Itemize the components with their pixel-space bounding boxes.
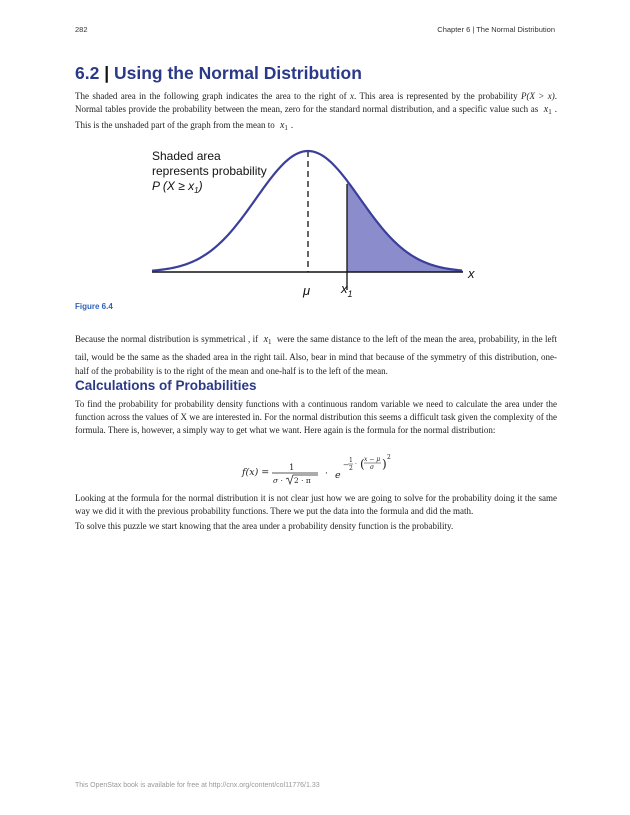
shaded-right-tail xyxy=(347,181,463,272)
symmetry-x1: $x_1$ xyxy=(263,334,272,346)
formula-denominator-prefix: σ · xyxy=(273,476,283,485)
x-axis-label: x xyxy=(468,266,475,281)
formula-exp-num: 1 xyxy=(349,457,353,464)
page-footer: This OpenStax book is available for free at http://cnx.org/content/col11776/1.33 xyxy=(75,782,320,789)
subsection-heading: Calculations of Probabilities xyxy=(75,378,257,393)
formula-exp-open-paren: ( xyxy=(360,457,365,471)
mu-label: μ xyxy=(303,283,311,298)
symmetry-paragraph xyxy=(75,332,557,379)
formula-discussion-paragraph: Looking at the formula for the normal distribution it is not clear just how we are going to solve for the probability doing it the same way we did it with the previous probability functions. There we put the data into the formula and did the math. xyxy=(75,493,557,516)
formula-exp-inner-num: x − μ xyxy=(364,456,381,463)
page-number: 282 xyxy=(75,25,88,34)
calculation-paragraph: To find the probability for probability density functions with a continuous random variable we need to calculate the area under the function across the values of X we are interested in. For the normal distribution this seems a difficult task given the complexity of the formula. There is, however, a simply way to get what we want. Here again is the formula for the normal distribution: xyxy=(75,399,557,435)
intro-text-3: . Normal tables provide the probability between the mean, zero for the standard normal distribution, and a specific value such as xyxy=(75,91,557,114)
intro-x1-a: $x_1$ xyxy=(543,103,552,116)
formula-exp-sign: − xyxy=(343,461,349,469)
formula-exp-close-paren: ) xyxy=(382,457,387,471)
intro-text-5: . xyxy=(290,119,294,130)
symmetry-text-1: Because the normal distribution is symmetrical , if xyxy=(75,334,261,344)
intro-paragraph xyxy=(75,90,557,134)
normal-curve-figure xyxy=(140,140,500,305)
running-header-chapter: Chapter 6 | The Normal Distribution xyxy=(437,25,555,34)
section-title-text: Using the Normal Distribution xyxy=(113,63,362,83)
annotation-line-1: Shaded area xyxy=(152,149,221,163)
section-number: 6.2 xyxy=(75,63,100,83)
intro-var-x: x xyxy=(350,91,354,101)
section-title xyxy=(75,63,362,84)
formula-numerator: 1 xyxy=(289,463,295,473)
section-separator: | xyxy=(104,63,110,83)
formula-exp-inner-den: σ xyxy=(370,464,375,471)
formula-lhs: f(x) = xyxy=(242,467,270,478)
intro-text-2: . This area is represented by the probability xyxy=(354,91,521,101)
formula-base-e: e xyxy=(335,470,341,481)
symmetry-text-2: were the same distance to the left of the mean the area, probability, in the left tail, would be the same as the shaded area in the right tail. Also, bear in mind that because of the symmetry of this distribution, one-half of the probability is to the right of the mean and one-half is to the left of the mean. xyxy=(75,334,557,376)
intro-text-4: . This is the unshaded part of the graph from the mean to xyxy=(75,103,557,130)
formula-exp-dot: · xyxy=(355,461,357,468)
figure-caption: Figure 6.4 xyxy=(75,302,113,311)
formula-exp-den: 2 xyxy=(349,465,353,472)
intro-x1-b: $x_1$ xyxy=(279,119,288,132)
puzzle-paragraph: To solve this puzzle we start knowing that the area under a probability density function is the probability. xyxy=(75,521,454,531)
x1-label: $x_1$ xyxy=(341,281,353,299)
intro-text-1: The shaded area in the following graph indicates the area to the right of xyxy=(75,91,350,101)
formula-exp-power: 2 xyxy=(387,454,391,461)
formula-dot: · xyxy=(325,469,328,479)
annotation-line-3: P $(X \ge x_1)$ xyxy=(152,179,203,195)
normal-pdf-formula xyxy=(230,450,400,490)
intro-probability-expression: P(X > x) xyxy=(520,91,555,101)
annotation-line-2: represents probability xyxy=(152,164,267,178)
formula-radicand: 2 · π xyxy=(294,476,311,485)
